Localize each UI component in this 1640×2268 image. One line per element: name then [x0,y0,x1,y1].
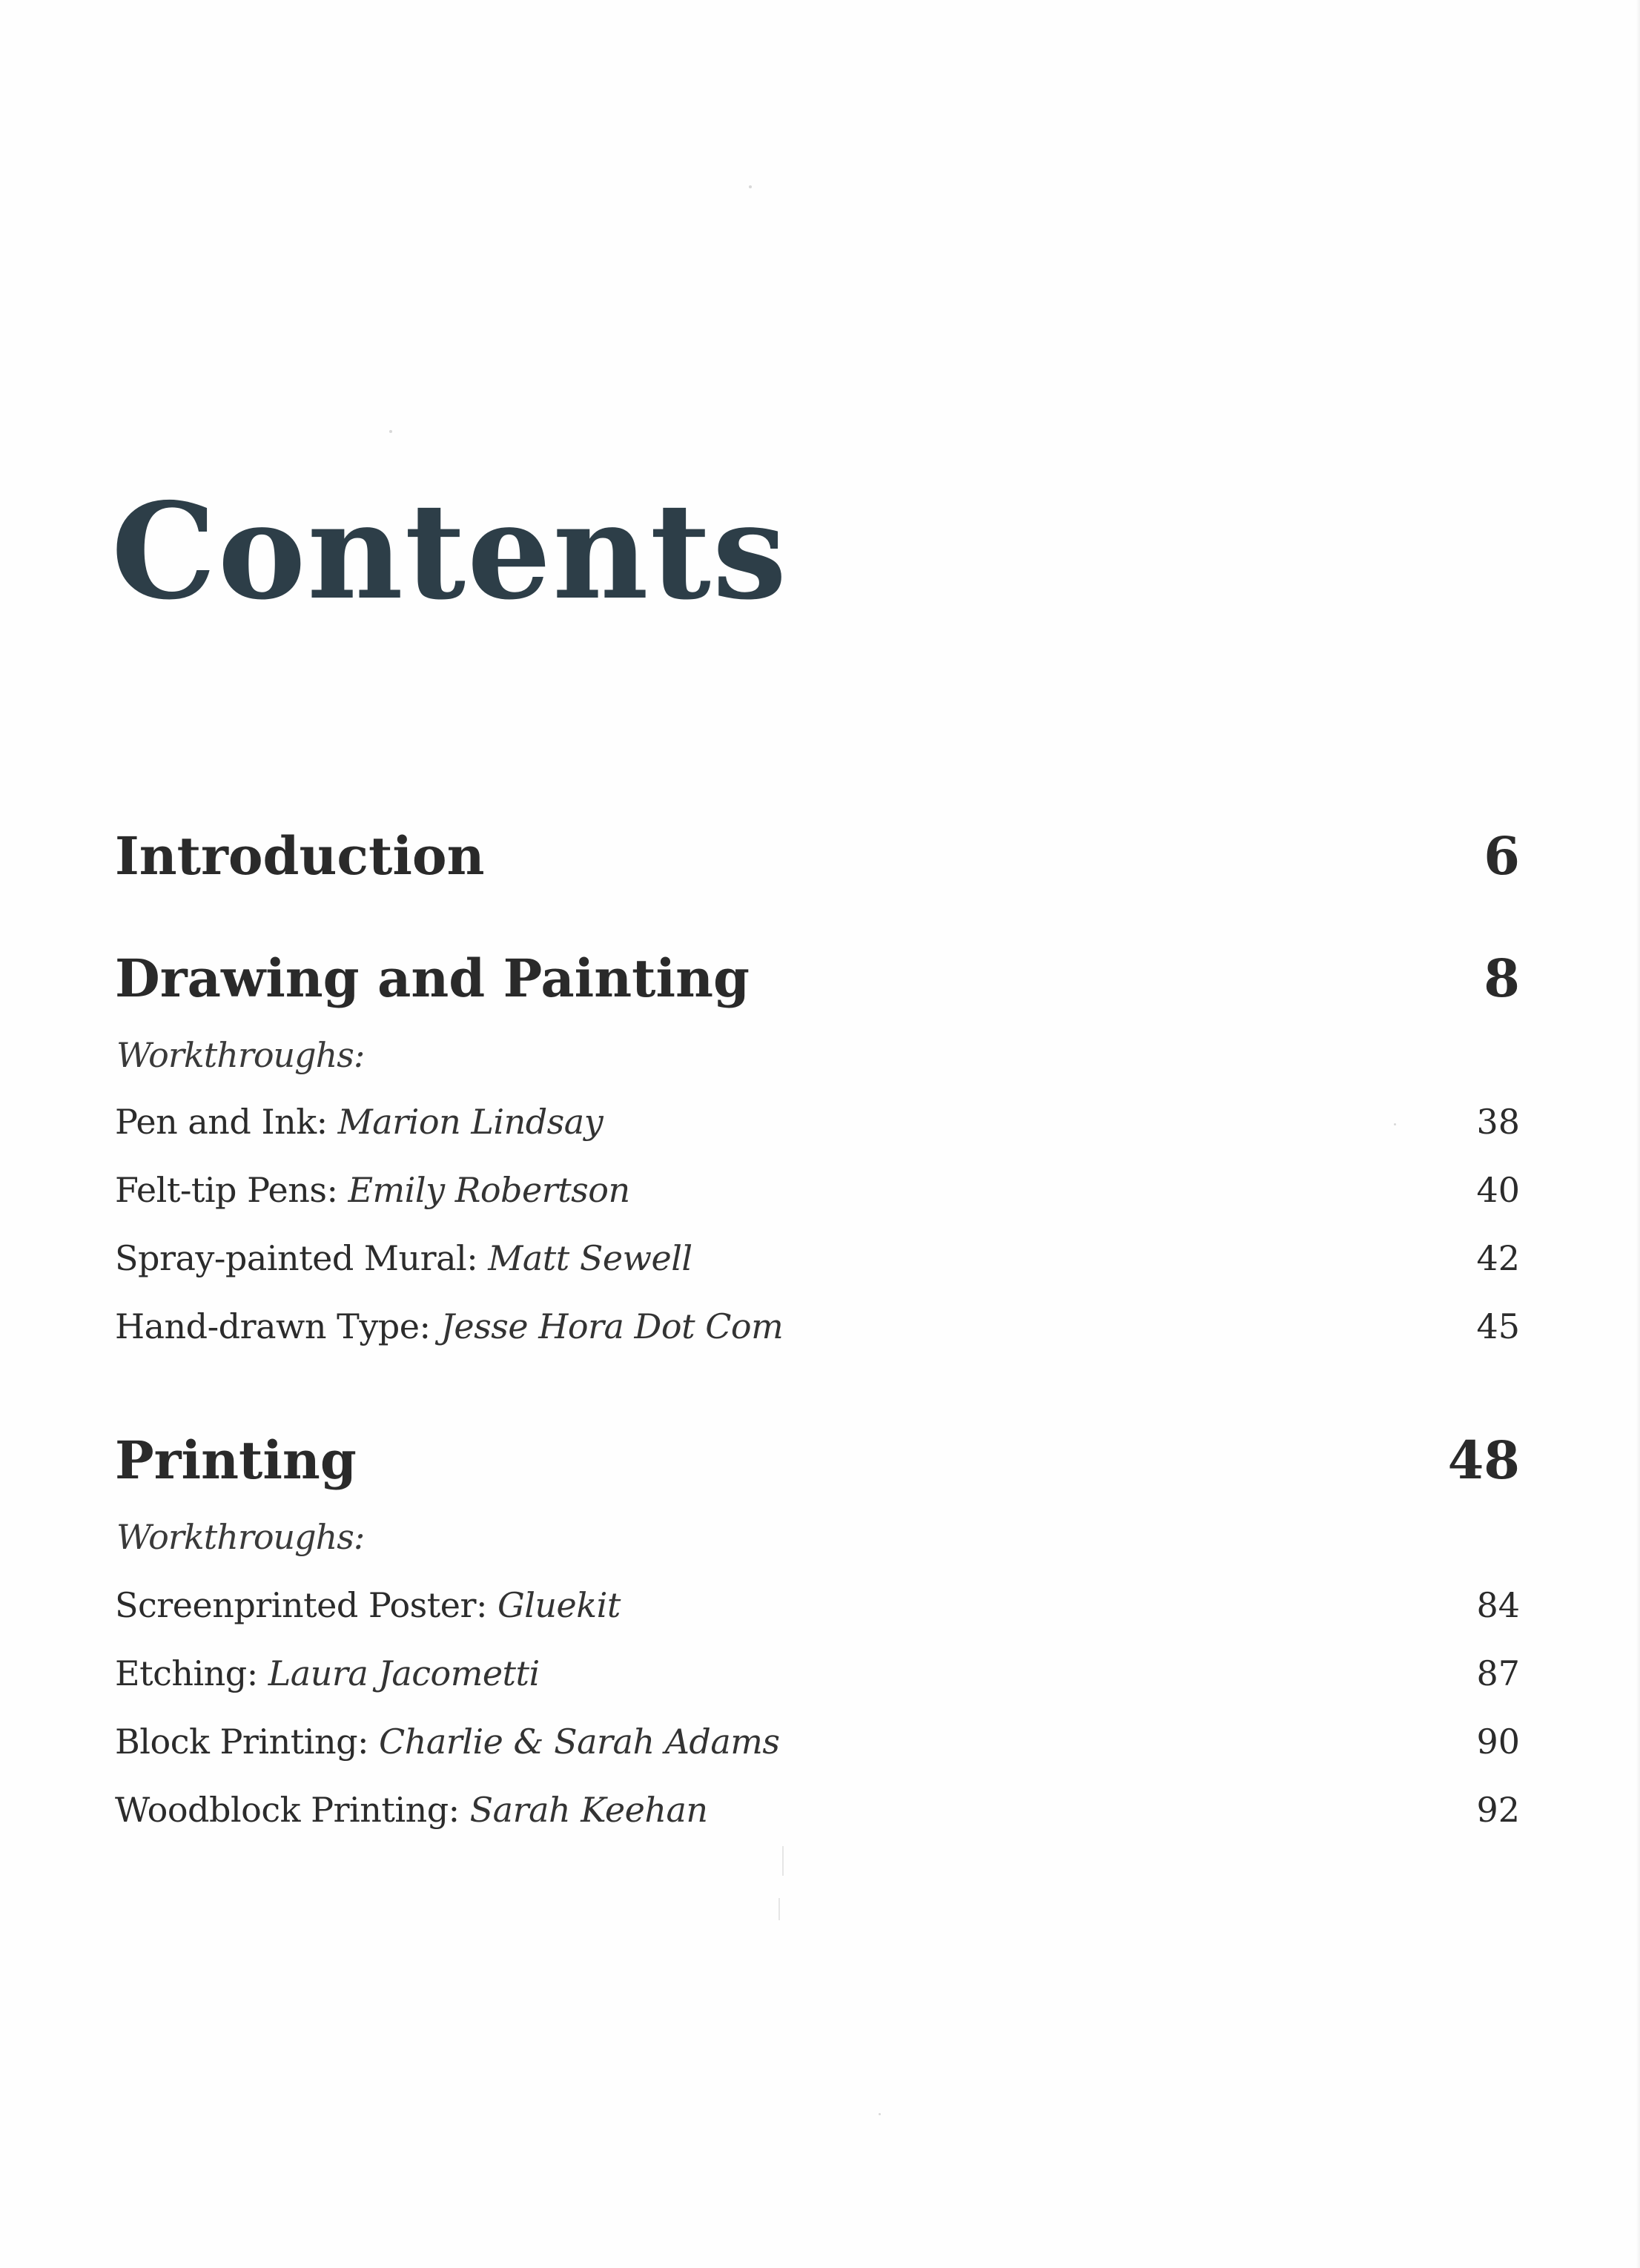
section-page-number: 6 [1484,825,1520,887]
entry-page-number: 42 [1476,1238,1520,1278]
toc-entry[interactable] [115,1790,1520,1830]
entry-artist: Jesse Hora Dot Com [440,1306,784,1346]
toc-entry[interactable] [115,1722,1520,1762]
entry-page-number: 90 [1476,1722,1520,1762]
toc-entry[interactable] [115,1585,1520,1625]
entry-text [115,1722,780,1762]
entry-technique: Woodblock Printing: [115,1790,460,1830]
toc-section-introduction[interactable] [115,825,1520,887]
scan-speck [389,430,392,433]
toc-entry[interactable] [115,1102,1520,1142]
workthroughs-label: Workthroughs: [116,1517,365,1557]
entry-technique: Etching: [115,1653,258,1693]
toc-entry[interactable] [115,1306,1520,1346]
entry-technique: Spray-painted Mural: [115,1238,478,1278]
entry-text [115,1653,540,1693]
workthroughs-label: Workthroughs: [116,1035,365,1075]
entry-page-number: 92 [1476,1790,1520,1830]
scan-mark [778,1898,780,1920]
entry-text [115,1585,621,1625]
entry-page-number: 38 [1476,1102,1520,1142]
entry-technique: Pen and Ink: [115,1102,328,1142]
entry-text [115,1102,604,1142]
section-page-number: 8 [1484,948,1520,1009]
section-title: Introduction [115,825,485,887]
entry-artist: Matt Sewell [488,1238,692,1278]
scan-speck [879,2113,881,2115]
toc-entry[interactable] [115,1238,1520,1278]
page-title: Contents [111,474,789,629]
entry-page-number: 40 [1476,1170,1520,1210]
scan-mark [782,1846,784,1876]
toc-entry[interactable] [115,1170,1520,1210]
section-title: Printing [115,1429,357,1491]
entry-artist: Charlie & Sarah Adams [379,1722,780,1762]
entry-page-number: 84 [1476,1585,1520,1625]
toc-entry[interactable] [115,1653,1520,1693]
entry-artist: Sarah Keehan [469,1790,708,1830]
entry-artist: Emily Robertson [348,1170,630,1210]
entry-page-number: 87 [1476,1653,1520,1693]
entry-text [115,1170,630,1210]
entry-technique: Screenprinted Poster: [115,1585,487,1625]
entry-technique: Block Printing: [115,1722,369,1762]
page-edge-shadow [1636,0,1640,2268]
section-title: Drawing and Painting [115,948,750,1009]
entry-text [115,1790,708,1830]
entry-page-number: 45 [1476,1306,1520,1346]
entry-artist: Laura Jacometti [268,1653,540,1693]
toc-section-drawing-and-painting[interactable] [115,948,1520,1009]
entry-artist: Marion Lindsay [337,1102,604,1142]
entry-technique: Hand-drawn Type: [115,1306,431,1346]
entry-artist: Gluekit [497,1585,621,1625]
entry-technique: Felt-tip Pens: [115,1170,338,1210]
scan-speck [749,185,752,188]
section-page-number: 48 [1447,1429,1520,1491]
entry-text [115,1306,784,1346]
toc-section-printing[interactable] [115,1429,1520,1491]
entry-text [115,1238,692,1278]
